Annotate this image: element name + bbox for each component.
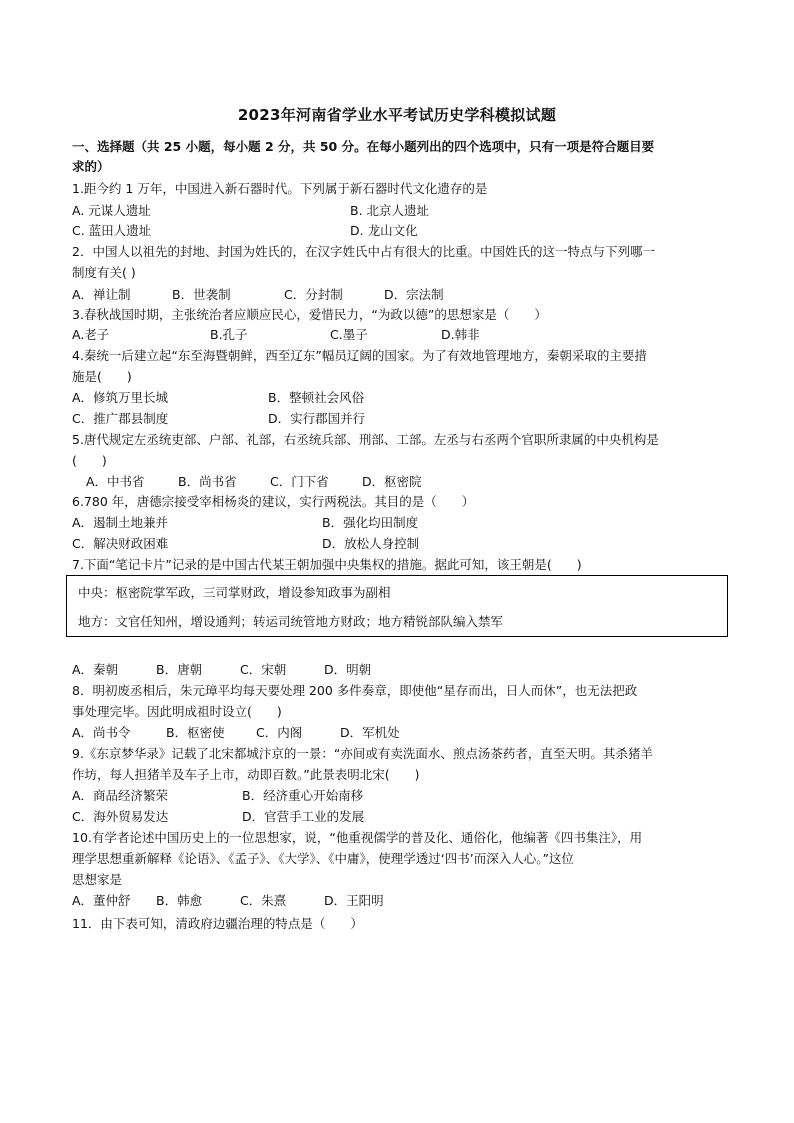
q4-option-c: C．推广郡县制度 [72, 411, 169, 426]
question-2-stem-cont: 制度有关( ) [72, 265, 136, 280]
q7-option-b: B．唐朝 [156, 662, 203, 677]
q2-option-d: D．宗法制 [384, 287, 444, 302]
q8-option-c: C．内阁 [256, 725, 303, 740]
q1-option-b: B. 北京人遗址 [350, 203, 430, 218]
q3-option-a: A.老子 [72, 327, 110, 342]
q10-option-a: A．董仲舒 [72, 893, 131, 908]
question-10-stem: 10.有学者论述中国历史上的一位思想家，说，“他重视儒学的普及化、通俗化，他编著《四书集注》，用 [72, 830, 643, 845]
question-4-stem: 4.秦统一后建立起“东至海暨朝鲜，西至辽东”幅员辽阔的国家。为了有效地管理地方，秦朝采取的主要措 [72, 348, 647, 363]
q10-option-d: D．王阳明 [324, 893, 384, 908]
q9-option-d: D．官营手工业的发展 [242, 809, 365, 824]
q10-option-c: C．朱熹 [240, 893, 287, 908]
q6-option-b: B．强化均田制度 [322, 515, 419, 530]
q6-option-a: A．遏制土地兼并 [72, 515, 169, 530]
q1-option-a: A. 元谋人遗址 [72, 203, 151, 218]
q3-option-c: C.墨子 [330, 327, 368, 342]
q6-option-c: C．解决财政困难 [72, 536, 169, 551]
note-card [66, 575, 728, 637]
q6-option-d: D．放松人身控制 [322, 536, 420, 551]
question-6-stem: 6.780 年，唐德宗接受宰相杨炎的建议，实行两税法。其目的是（ ） [72, 494, 475, 509]
question-4-stem-cont: 施是( ) [72, 369, 132, 384]
q8-option-a: A．尚书令 [72, 725, 131, 740]
question-1-stem: 1.距今约 1 万年，中国进入新石器时代。下列属于新石器时代文化遗存的是 [72, 181, 488, 196]
question-10-stem-cont-2: 思想家是 [72, 872, 123, 887]
q4-option-b: B．整顿社会风俗 [268, 390, 365, 405]
q1-option-c: C. 蓝田人遗址 [72, 223, 152, 238]
q9-option-b: B．经济重心开始南移 [242, 788, 364, 803]
q2-option-b: B．世袭制 [172, 287, 231, 302]
question-5-stem: 5.唐代规定左丞统吏部、户部、礼部，右丞统兵部、刑部、工部。左丞与右丞两个官职所隶属的中央机构是 [72, 432, 659, 447]
note-card-central: 中央：枢密院掌军政，三司掌财政，增设参知政事为副相 [78, 585, 391, 600]
section-heading-cont: 求的） [72, 159, 110, 174]
q7-option-c: C．宋朝 [240, 662, 287, 677]
question-9-stem: 9.《东京梦华录》记载了北宋都城汴京的一景：“亦间或有卖洗面水、煎点汤茶药者，直至天明。其杀猪羊 [72, 746, 653, 761]
question-8-stem: 8．明初废丞相后，朱元璋平均每天要处理 200 多件奏章，即使他“星存而出，日人而休”，也无法把政 [72, 683, 638, 698]
q5-option-c: C．门下省 [270, 474, 329, 489]
q2-option-c: C．分封制 [284, 287, 343, 302]
section-heading: 一、选择题（共 25 小题，每小题 2 分，共 50 分。在每小题列出的四个选项中，只有一项是符合题目要 [72, 139, 655, 154]
q3-option-b: B.孔子 [210, 327, 248, 342]
question-2-stem: 2．中国人以祖先的封地、封国为姓氏的，在汉字姓氏中占有很大的比重。中国姓氏的这一特点与下列哪一 [72, 244, 655, 259]
q7-option-d: D．明朝 [324, 662, 372, 677]
question-9-stem-cont: 作坊，每人担猪羊及车子上市，动即百数。”此景表明北宋( ) [72, 767, 420, 782]
q7-option-a: A．秦朝 [72, 662, 119, 677]
question-7-stem: 7.下面“笔记卡片”记录的是中国古代某王朝加强中央集权的措施。据此可知，该王朝是( ) [72, 557, 582, 572]
q5-option-a: A．中书省 [86, 474, 145, 489]
q1-option-d: D. 龙山文化 [350, 223, 418, 238]
q3-option-d: D.韩非 [441, 327, 480, 342]
q9-option-a: A．商品经济繁荣 [72, 788, 169, 803]
question-8-stem-cont: 事处理完毕。因此明成祖时设立( ) [72, 704, 282, 719]
q4-option-a: A．修筑万里长城 [72, 390, 169, 405]
question-10-stem-cont: 理学思想重新解释《论语》、《孟子》、《大学》、《中庸》，使理学透过‘四书’而深入人心。”这位 [72, 851, 574, 866]
q8-option-b: B．枢密使 [166, 725, 225, 740]
q4-option-d: D．实行郡国并行 [268, 411, 366, 426]
question-5-stem-cont: ( ) [72, 453, 107, 468]
q9-option-c: C．海外贸易发达 [72, 809, 169, 824]
q5-option-b: B．尚书省 [178, 474, 237, 489]
q5-option-d: D．枢密院 [362, 474, 422, 489]
question-11-stem: 11．由下表可知，清政府边疆治理的特点是（ ） [72, 916, 363, 931]
q2-option-a: A．禅让制 [72, 287, 131, 302]
note-card-local: 地方：文官任知州，增设通判；转运司统管地方财政；地方精锐部队编入禁军 [78, 614, 504, 629]
page-title: 2023年河南省学业水平考试历史学科模拟试题 [237, 106, 557, 124]
q10-option-b: B．韩愈 [156, 893, 203, 908]
question-3-stem: 3.春秋战国时期，主张统治者应顺应民心，爱惜民力，“为政以德”的思想家是（ ） [72, 307, 547, 322]
q8-option-d: D．军机处 [340, 725, 400, 740]
